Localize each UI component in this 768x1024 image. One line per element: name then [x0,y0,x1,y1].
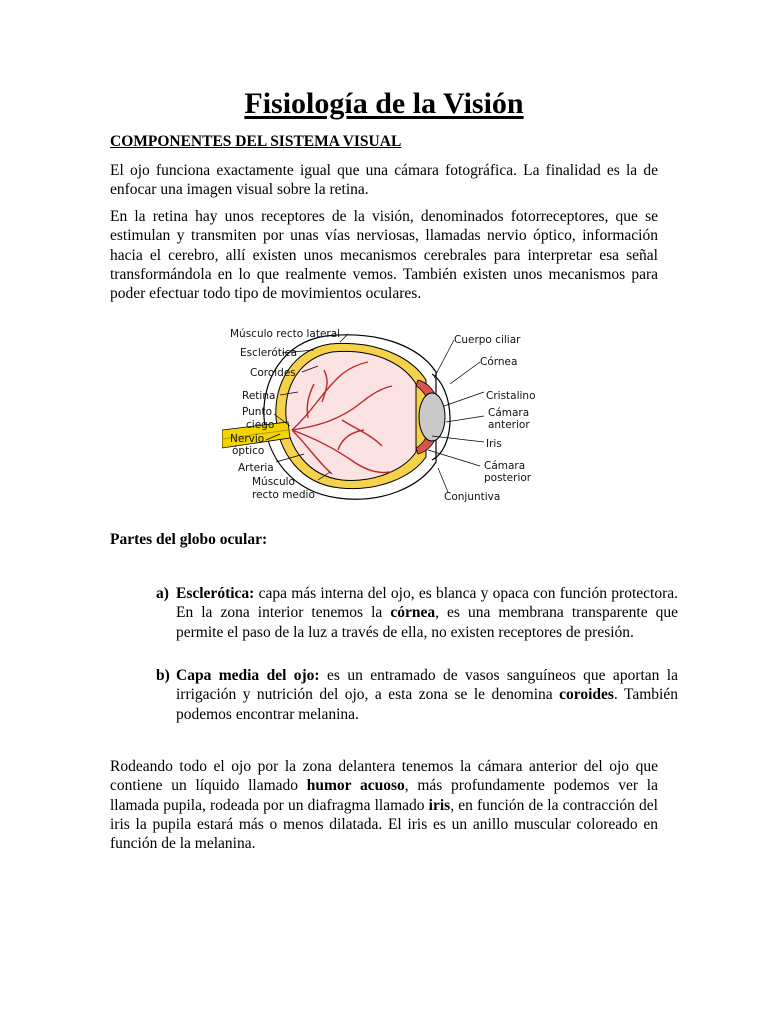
label-nervio: Nervio [230,433,265,445]
label-ciego: ciego [246,419,275,431]
lens-shape [419,393,445,441]
list-marker: a) [156,585,169,602]
label-arteria: Arteria [238,462,274,474]
label-conjuntiva: Conjuntiva [444,491,501,503]
label-musculo: Músculo [252,476,295,488]
label-anterior: anterior [488,419,530,431]
list-item-capa-media [156,666,678,724]
label-punto: Punto [242,406,272,418]
item-text: capa más interna del ojo, es blanca y opaca con función protectora. En la zona interior tenemos la [176,585,678,622]
term-iris: iris [428,796,451,814]
list-item-esclerotica [156,584,678,642]
eye-diagram [222,322,542,507]
label-iris: Iris [486,438,502,450]
label-esclerotica: Esclerótica [240,347,298,359]
term-esclerotica: Esclerótica: [176,585,255,602]
eye-diagram-svg [222,322,542,507]
label-coroides: Coroides [250,367,296,379]
parts-heading: Partes del globo ocular: [110,531,268,548]
item-text: . También podemos encontrar melanina. [176,686,678,723]
item-text: , es una membrana transparente que permite el paso de la luz a través de ella, no existen receptores de presión. [176,604,678,641]
page-title: Fisiología de la Visión [244,87,524,120]
label-camara: Cámara [488,407,530,419]
term-capa-media: Capa media del ojo: [176,667,320,684]
term-cornea: córnea [390,604,436,622]
paragraph-retina: En la retina hay unos receptores de la visión, denominados fotorreceptores, que se estimulan y transmiten por unas vías nerviosas, llamadas nervio óptico, información hacia el cerebro, allí existen unos mecanismos cerebrales para interpretar esa señal transformándola en lo que realmente vemos. También existen unos mecanismos para poder efectuar todo tipo de movimientos oculares. [110,208,658,303]
label-cuerpo-ciliar: Cuerpo ciliar [454,334,521,346]
list-marker: b) [156,667,170,684]
paragraph-intro: El ojo funciona exactamente igual que una cámara fotográfica. La finalidad es la de enfocar una imagen visual sobre la retina. [110,162,658,199]
item-text: es un entramado de vasos sanguíneos que aportan la irrigación y nutrición del ojo, a esta zona se le denomina [176,667,678,704]
term-humor-acuoso: humor acuoso [306,777,405,795]
paragraph-text: , en función de la contracción del iris la pupila estará más o menos dilatada. El iris es un anillo muscular coloreado en función de la melanina. [110,796,658,853]
label-recto-medio: recto medio [252,489,315,501]
label-retina: Retina [242,390,276,402]
paragraph-text: , más profundamente podemos ver la llamada pupila, rodeada por un diafragma llamado [110,777,658,814]
paragraph-text: Rodeando todo el ojo por la zona delantera tenemos la cámara anterior del ojo que contiene un líquido llamado [110,758,658,795]
paragraph-camara-anterior [110,757,658,853]
label-camara-2: Cámara [484,460,526,472]
label-optico: óptico [232,445,265,457]
term-coroides: coroides [559,686,614,704]
section-heading: COMPONENTES DEL SISTEMA VISUAL [110,133,402,150]
label-cristalino: Cristalino [486,390,536,402]
label-musculo-recto-lateral: Músculo recto lateral [230,328,341,340]
label-posterior: posterior [484,472,532,484]
label-cornea: Córnea [480,356,518,368]
